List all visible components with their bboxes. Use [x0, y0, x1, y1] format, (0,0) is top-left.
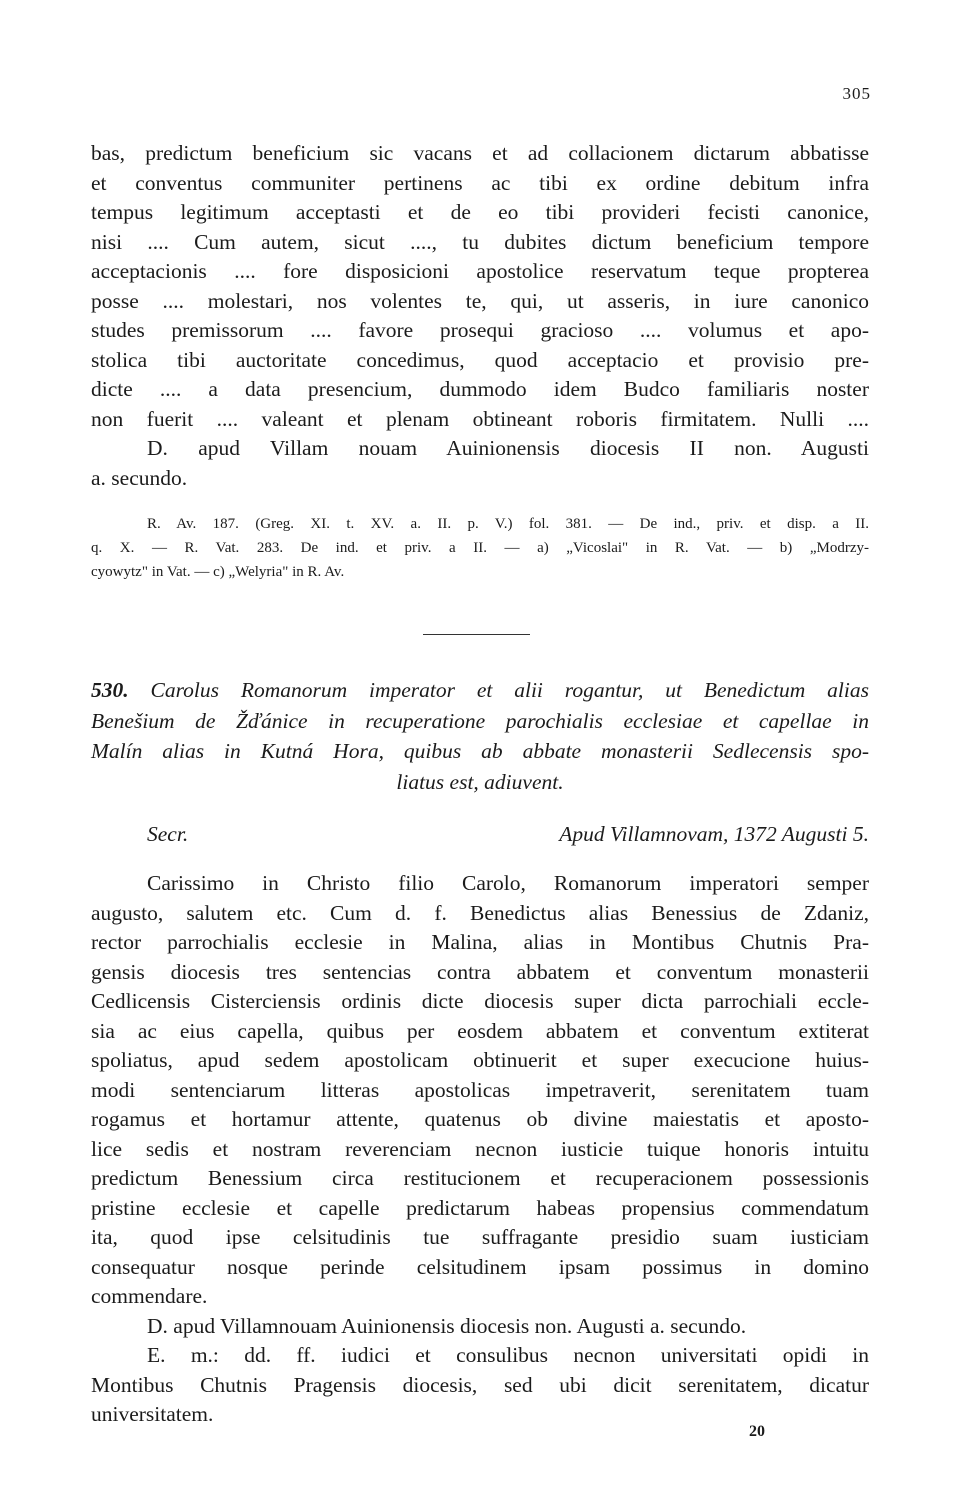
text-line: Cedlicensis Cisterciensis ordinis dicte diocesis super dicta parrochiali eccle-: [91, 989, 869, 1013]
text-line: posse .... molestari, nos volentes te, qui, ut asseris, in iure canonico: [91, 288, 869, 313]
note-line: R. Av. 187. (Greg. XI. t. XV. a. II. p. V.) fol. 381. — De ind., priv. et disp. a II.: [147, 516, 869, 532]
text-line: acceptacionis .... fore disposicioni apostolice reservatum teque propterea: [91, 259, 869, 283]
top-text-block: [91, 139, 869, 493]
text-line: dicte .... a data presencium, dummodo idem Budco familiaris noster: [91, 377, 869, 401]
note-line: cyowytz" in Vat. — c) „Welyria" in R. Av.: [91, 564, 345, 580]
text-line: spoliatus, apud sedem apostolicam obtinuerit et super execucione huius-: [91, 1048, 869, 1072]
heading-text: Carolus Romanorum imperator et alii rogantur, ut Benedictum alias: [150, 678, 869, 702]
entry-meta: [147, 822, 869, 847]
text-line: Carissimo in Christo filio Carolo, Romanorum imperatori semper: [147, 871, 869, 895]
heading-line: Malín alias in Kutná Hora, quibus ab abbate monasterii Sedlecensis spo-: [91, 739, 869, 763]
text-line: ita, quod ipse celsitudinis tue suffragante presidio suam iusticiam: [91, 1225, 869, 1249]
text-line: gensis diocesis tres sentencias contra abbatem et conventum monasterii: [91, 959, 869, 984]
note-line: q. X. — R. Vat. 283. De ind. et priv. a II. — a) „Vicoslai" in R. Vat. — b) „Modrzy-: [91, 540, 869, 556]
text-line: et conventus communiter pertinens ac tibi ex ordine debitum infra: [91, 170, 869, 195]
entry-heading: [91, 675, 869, 797]
text-line: studes premissorum .... favore prosequi gracioso .... volumus et apo-: [91, 318, 869, 342]
text-line: commendare.: [91, 1284, 208, 1308]
heading-line-1: [91, 675, 869, 706]
heading-line: Benešium de Žďánice in recuperatione parochialis ecclesiae et capellae in: [91, 708, 869, 733]
text-line: modi sentenciarum litteras apostolicas impetraverit, serenitatem tuam: [91, 1077, 869, 1102]
em-line: universitatem.: [91, 1402, 214, 1426]
em-line: Montibus Chutnis Pragensis diocesis, sed ubi dicit serenitatem, dicatur: [91, 1372, 869, 1397]
page-number: 305: [842, 84, 871, 103]
text-line: stolica tibi auctoritate concedimus, quod acceptacio et provisio pre-: [91, 347, 869, 372]
text-line: lice sedis et nostram reverenciam necnon iusticie tuique honoris intuitu: [91, 1136, 869, 1161]
heading-line: liatus est, adiuvent.: [396, 769, 564, 794]
section-separator: [423, 634, 530, 635]
text-line: predictum Benessium circa restitucionem et recuperacionem possessionis: [91, 1166, 869, 1190]
text-line: consequatur nosque perinde celsitudinem ipsam possimus in domino: [91, 1254, 869, 1279]
dating-line: D. apud Villamnouam Auinionensis diocesis non. Augusti a. secundo.: [147, 1313, 747, 1338]
apparatus-notes: [91, 512, 869, 584]
text-line: rogamus et hortamur attente, quatenus ob divine maiestatis et aposto-: [91, 1107, 869, 1131]
text-line: tempus legitimum acceptasti et de eo tibi provideri fecisti canonice,: [91, 200, 869, 224]
em-line: E. m.: dd. ff. iudici et consulibus necnon universitati opidi in: [147, 1343, 869, 1367]
text-line: sia ac eius capella, quibus per eosdem abbatem et conventum extiterat: [91, 1018, 869, 1043]
text-line: non fuerit .... valeant et plenam obtineant roboris firmitatem. Nulli ....: [91, 406, 869, 431]
text-line: augusto, salutem etc. Cum d. f. Benedictus alias Benessius de Zdaniz,: [91, 900, 869, 925]
entry-number: 530.: [91, 678, 129, 702]
text-line: rector parrochialis ecclesie in Malina, alias in Montibus Chutnis Pra-: [91, 930, 869, 954]
dating-line: D. apud Villam nouam Auinionensis diocesis II non. Augusti: [147, 436, 869, 460]
text-line: pristine ecclesie et capelle predictarum habeas propensius commendatum: [91, 1195, 869, 1220]
signature-number: 20: [749, 1423, 765, 1440]
text-line: nisi .... Cum autem, sicut ...., tu dubites dictum beneficium tempore: [91, 229, 869, 254]
text-line: bas, predictum beneficium sic vacans et ad collacionem dictarum abbatisse: [91, 141, 869, 165]
place-date: Apud Villamnovam, 1372 Augusti 5.: [559, 822, 869, 846]
secr-label: Secr.: [147, 822, 189, 846]
letter-body: [91, 869, 869, 1430]
dating-line: a. secundo.: [91, 465, 188, 490]
